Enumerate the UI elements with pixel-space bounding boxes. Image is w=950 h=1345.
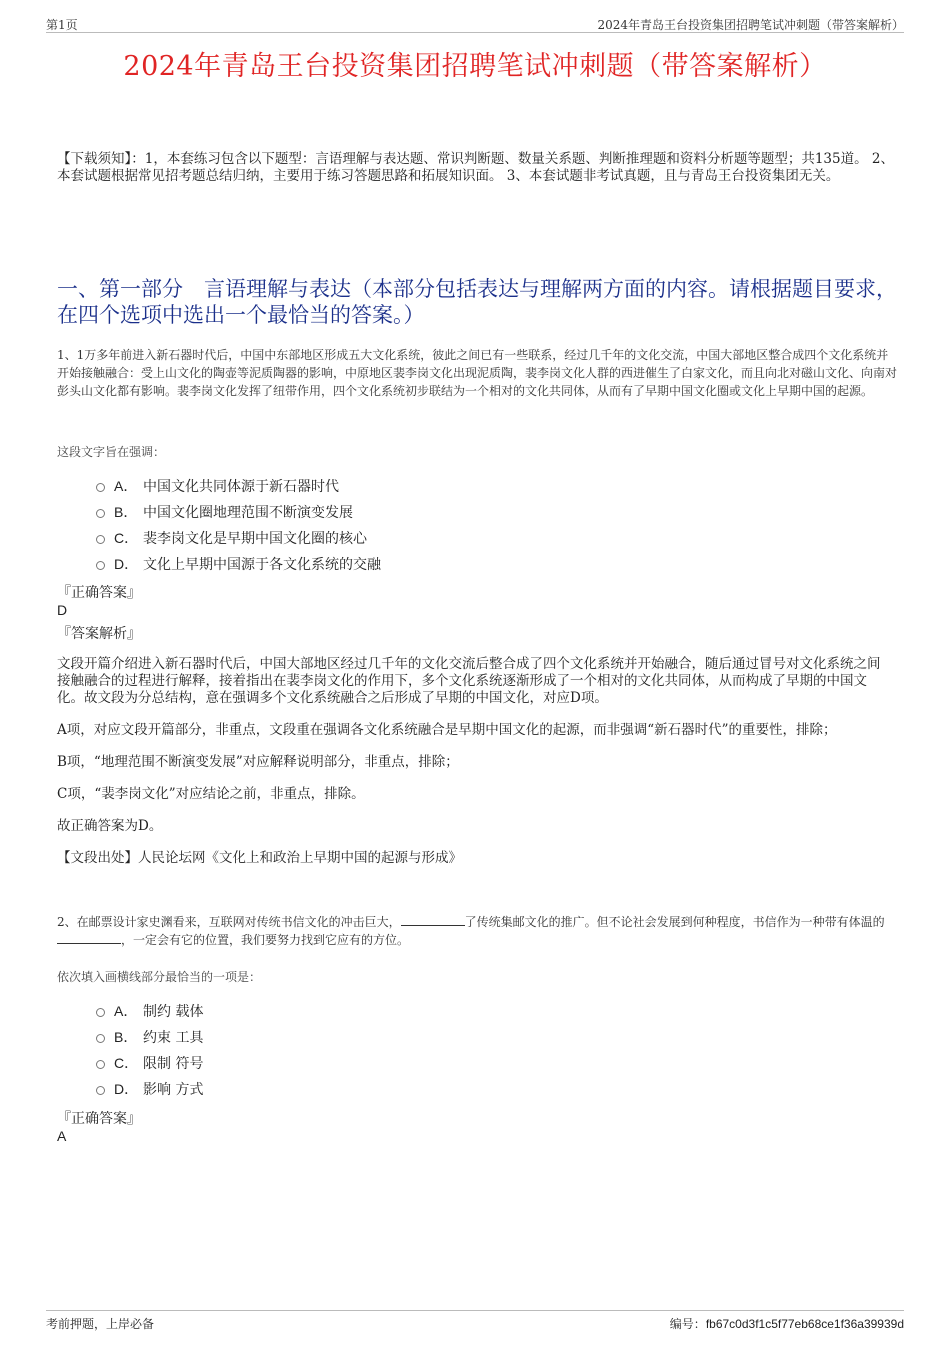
analysis-paragraph: 故正确答案为D。 <box>57 818 163 834</box>
option-c[interactable]: C． 限制 符号 <box>96 1050 203 1076</box>
question-1-stem: 1、1万多年前进入新石器时代后，中国中东部地区形成五大文化系统，彼此之间已有一些联系，经过几千年的文化交流，中国大部地区整合成四个文化系统并开始接触融合：受上山文化的陶壶等泥质陶器的影响，中原地区裴李岗文化出现泥质陶，裴李岗文化人群的西进催生了白家文化，而且向北对磁山文化、向南对彭头山文化都有影响。裴李岗文化发挥了纽带作用，四个文化系统初步联结为一个相对的文化共同体，从而有了早期中国文化圈或文化上早期中国的起源。 <box>57 348 898 398</box>
footer-slogan: 考前押题，上岸必备 <box>46 1317 155 1331</box>
option-c[interactable]: C． 裴李岗文化是早期中国文化圈的核心 <box>96 525 381 551</box>
question-1-prompt: 这段文字旨在强调： <box>57 445 166 459</box>
option-a[interactable]: A． 制约 载体 <box>96 998 203 1024</box>
page-footer <box>46 1310 904 1331</box>
radio-icon[interactable] <box>96 1008 105 1017</box>
fill-blank <box>57 932 121 944</box>
radio-icon[interactable] <box>96 535 105 544</box>
question-2-options <box>96 998 203 1102</box>
option-b[interactable]: B． 约束 工具 <box>96 1024 203 1050</box>
page-title: 2024年青岛王台投资集团招聘笔试冲刺题（带答案解析） <box>123 51 827 82</box>
option-d[interactable]: D． 影响 方式 <box>96 1076 203 1102</box>
analysis-label: 『答案解析』 <box>57 626 141 642</box>
analysis-paragraph: C项，“裴李岗文化”对应结论之前，非重点，排除。 <box>57 786 365 802</box>
answer-value: A <box>57 1128 67 1144</box>
option-d[interactable]: D． 文化上早期中国源于各文化系统的交融 <box>96 551 381 577</box>
document-code: 编号：fb67c0d3f1c5f77eb68ce1f36a39939d <box>669 1317 904 1331</box>
analysis-paragraph: A项，对应文段开篇部分，非重点，文段重在强调各文化系统融合是早期中国文化的起源，而非强调“新石器时代”的重要性，排除； <box>57 722 837 738</box>
question-2-prompt: 依次填入画横线部分最恰当的一项是： <box>57 970 262 984</box>
page-number: 第1页 <box>46 18 78 32</box>
radio-icon[interactable] <box>96 1034 105 1043</box>
radio-icon[interactable] <box>96 1060 105 1069</box>
question-1-options <box>96 473 381 577</box>
option-a[interactable]: A． 中国文化共同体源于新石器时代 <box>96 473 381 499</box>
answer-value: D <box>57 602 68 618</box>
radio-icon[interactable] <box>96 1086 105 1095</box>
header-doc-title: 2024年青岛王台投资集团招聘笔试冲刺题（带答案解析） <box>597 18 904 32</box>
question-2-stem: 2、在邮票设计家史渊看来，互联网对传统书信文化的冲击巨大， 了传统集邮文化的推广。但不论社会发展到何种程度，书信作为一种带有体温的，一定会有它的位置，我们要努力找到它应有的方位。 <box>57 915 885 947</box>
answer-label: 『正确答案』 <box>57 585 141 601</box>
section-heading: 一、第一部分 言语理解与表达（本部分包括表达与理解两方面的内容。请根据题目要求，在四个选项中选出一个最恰当的答案。） <box>57 277 897 327</box>
analysis-paragraph: 文段开篇介绍进入新石器时代后，中国大部地区经过几千年的文化交流后整合成了四个文化系统并开始融合，随后通过冒号对文化系统之间接触融合的过程进行解释，接着指出在裴李岗文化的作用下，多个文化系统逐渐形成了一个相对的文化共同体，从而构成了早期的中国文化。故文段为分总结构，意在强调多个文化系统融合之后形成了早期的中国文化，对应D项。 <box>57 656 881 706</box>
fill-blank <box>401 914 465 926</box>
option-b[interactable]: B． 中国文化圈地理范围不断演变发展 <box>96 499 381 525</box>
analysis-paragraph: B项，“地理范围不断演变发展”对应解释说明部分，非重点，排除； <box>57 754 459 770</box>
radio-icon[interactable] <box>96 483 105 492</box>
page-header <box>46 14 904 33</box>
radio-icon[interactable] <box>96 509 105 518</box>
answer-label: 『正确答案』 <box>57 1111 141 1127</box>
radio-icon[interactable] <box>96 561 105 570</box>
answer-analysis <box>57 656 887 882</box>
source-citation: 【文段出处】人民论坛网《文化上和政治上早期中国的起源与形成》 <box>57 850 462 866</box>
download-notice: 【下载须知】：1，本套练习包含以下题型：言语理解与表达题、常识判断题、数量关系题、判断推理题和资料分析题等题型；共135道。 2、本套试题根据常见招考题总结归纳，主要用于练习答题思路和拓展知识面。 3、本套试题非考试真题，且与青岛王台投资集团无关。 <box>57 151 894 184</box>
